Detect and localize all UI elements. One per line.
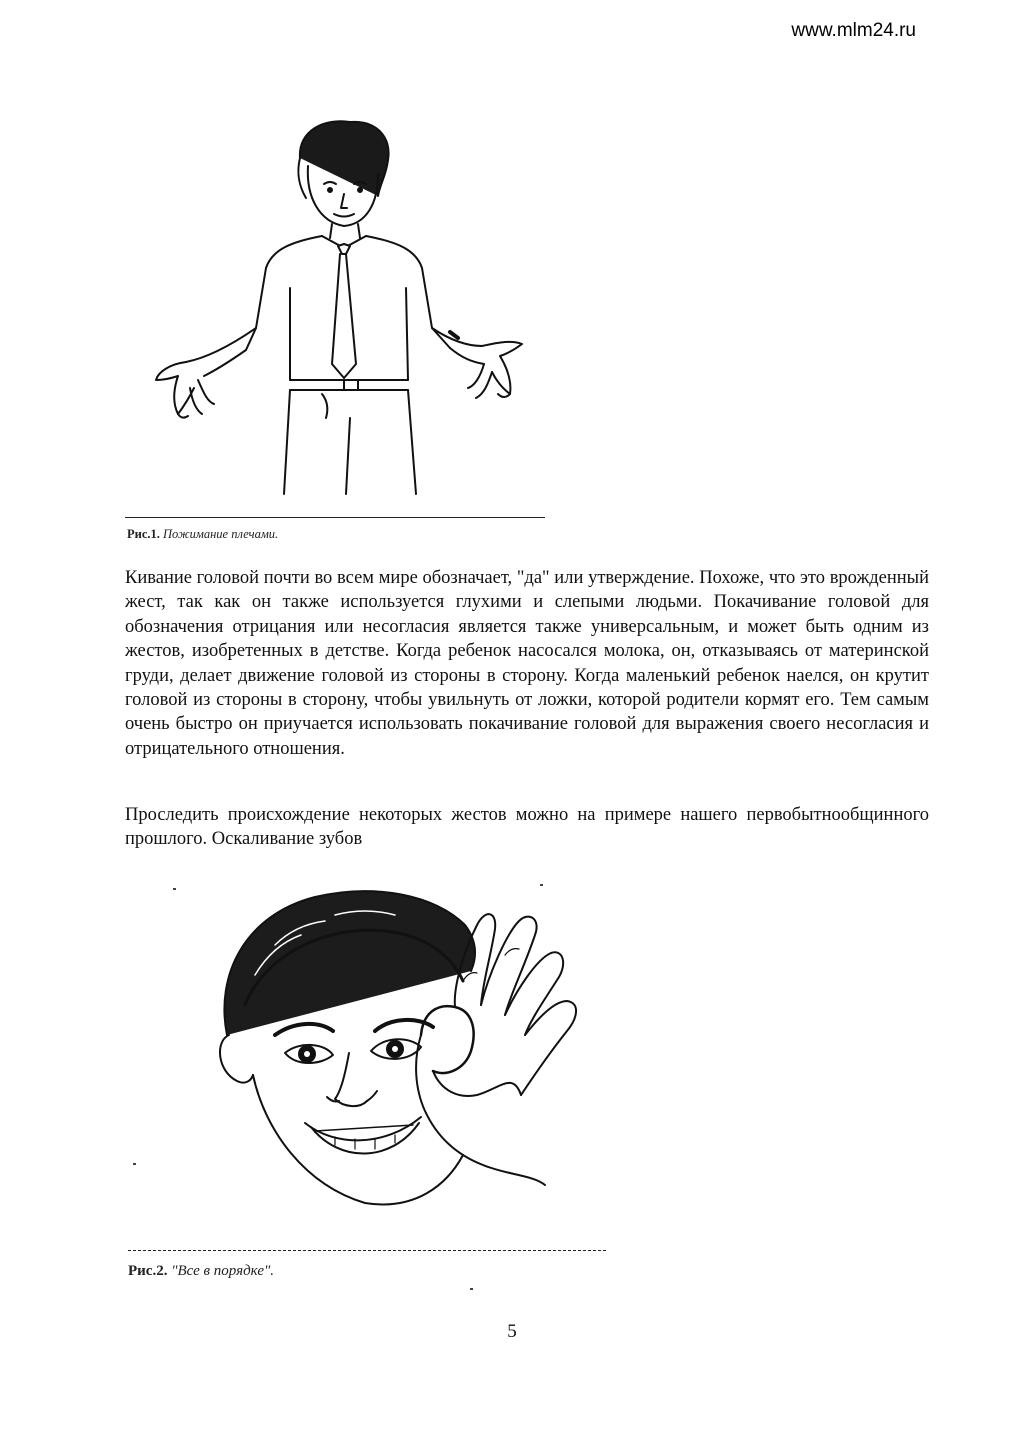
page-number: 5 (507, 1321, 517, 1342)
figure-shrugging-man (150, 118, 530, 496)
figure-2-number: Рис.2. (128, 1263, 168, 1279)
figure-1-caption (127, 527, 278, 542)
scan-speck (133, 1163, 136, 1165)
scan-speck (540, 884, 543, 886)
figure-1-number: Рис.1. (127, 527, 160, 541)
figure-1-caption-text: Пожимание плечами. (163, 527, 279, 541)
figure-ok-gesture-man (215, 885, 610, 1215)
figure-1-divider (125, 517, 545, 518)
shrugging-man-illustration (150, 118, 530, 496)
figure-2-caption-text: "Все в порядке". (171, 1263, 275, 1279)
ok-gesture-illustration (215, 885, 610, 1215)
figure-2-divider (128, 1250, 606, 1251)
body-paragraph: Кивание головой почти во всем мире обозначает, "да" или утверждение. Похоже, что это врожденный жест, так как он также используется глухими и слепыми людьми. Покачивание головой для обозначения отрицания или несогласия является также универсальным, и может быть одним из жестов, изобретенных в детстве. Когда ребенок насосался молока, он, отказываясь от материнской груди, делает движение головой из стороны в сторону. Когда маленький ребенок наелся, он крутит головой из стороны в сторону, чтобы увильнуть от ложки, которой родители кормят его. Тем самым очень быстро он приучается использовать покачивание головой для выражения своего несогласия и отрицательного отношения. (125, 568, 929, 759)
figure-2-caption (128, 1263, 274, 1280)
site-url[interactable]: www.mlm24.ru (791, 20, 916, 41)
scan-speck (173, 888, 176, 890)
scan-speck (470, 1288, 473, 1290)
body-paragraph: Проследить происхождение некоторых жестов можно на примере нашего первобытнообщинного прошлого. Оскаливание зубов (125, 805, 929, 850)
